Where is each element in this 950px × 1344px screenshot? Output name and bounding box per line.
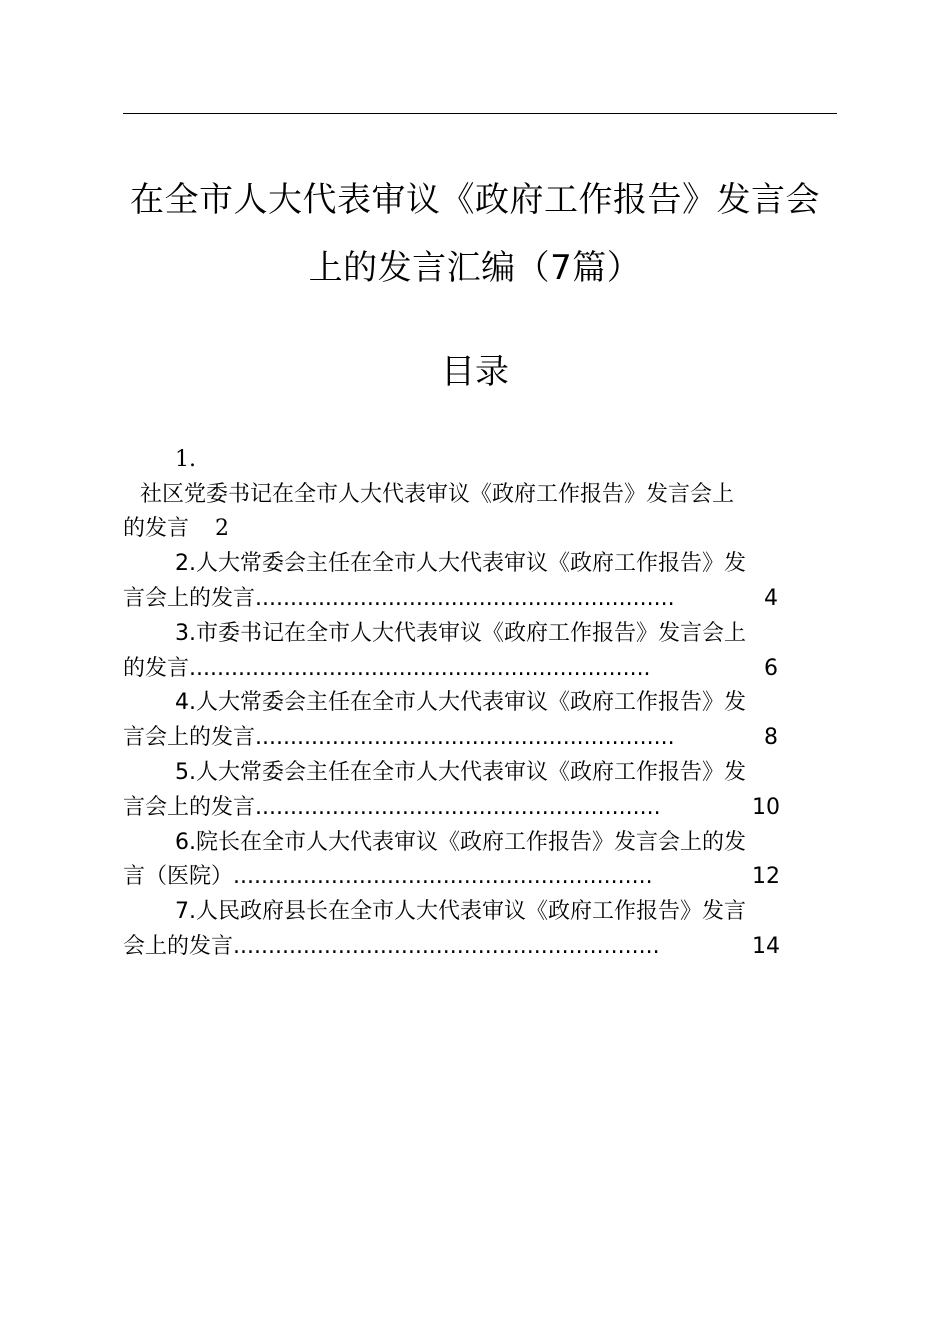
toc-item-6-line1[interactable]: 6.院长在全市人大代表审议《政府工作报告》发言会上的发	[175, 830, 746, 855]
toc-item-1-line1[interactable]: 社区党委书记在全市人大代表审议《政府工作报告》发言会上	[140, 482, 735, 507]
toc-item-3-page: 6	[764, 656, 778, 681]
toc-item-1-line2[interactable]: 的发言 2	[123, 516, 230, 541]
toc-item-1-number[interactable]: 1.	[175, 447, 196, 472]
header-rule	[123, 113, 837, 114]
toc-item-4-page: 8	[764, 725, 778, 750]
toc-item-2-page: 4	[764, 586, 778, 611]
document-title-line-1: 在全市人大代表审议《政府工作报告》发言会	[130, 180, 820, 220]
toc-item-6-line2[interactable]: 言（医院）............................................................	[123, 864, 653, 889]
toc-item-4-line1[interactable]: 4.人大常委会主任在全市人大代表审议《政府工作报告》发	[175, 690, 746, 715]
toc-item-7-line2[interactable]: 会上的发言.............................................................	[123, 934, 660, 959]
toc-item-7-line1[interactable]: 7.人民政府县长在全市人大代表审议《政府工作报告》发言	[175, 899, 746, 924]
document-title-line-2: 上的发言汇编（7篇）	[308, 248, 642, 288]
toc-item-1-page: 2	[215, 516, 230, 541]
toc-item-2-line1[interactable]: 2.人大常委会主任在全市人大代表审议《政府工作报告》发	[175, 551, 746, 576]
toc-item-4-line2[interactable]: 言会上的发言............................................................	[123, 725, 675, 750]
toc-heading: 目录	[441, 352, 509, 392]
toc-item-7-page: 14	[752, 934, 780, 959]
toc-item-3-line2[interactable]: 的发言..................................................................	[123, 656, 651, 681]
toc-item-5-page: 10	[752, 795, 780, 820]
toc-item-5-line2[interactable]: 言会上的发言..........................................................	[123, 795, 661, 820]
toc-item-3-line1[interactable]: 3.市委书记在全市人大代表审议《政府工作报告》发言会上	[175, 621, 746, 646]
toc-item-5-line1[interactable]: 5.人大常委会主任在全市人大代表审议《政府工作报告》发	[175, 760, 746, 785]
toc-item-6-page: 12	[752, 864, 780, 889]
toc-item-2-line2[interactable]: 言会上的发言............................................................	[123, 586, 675, 611]
